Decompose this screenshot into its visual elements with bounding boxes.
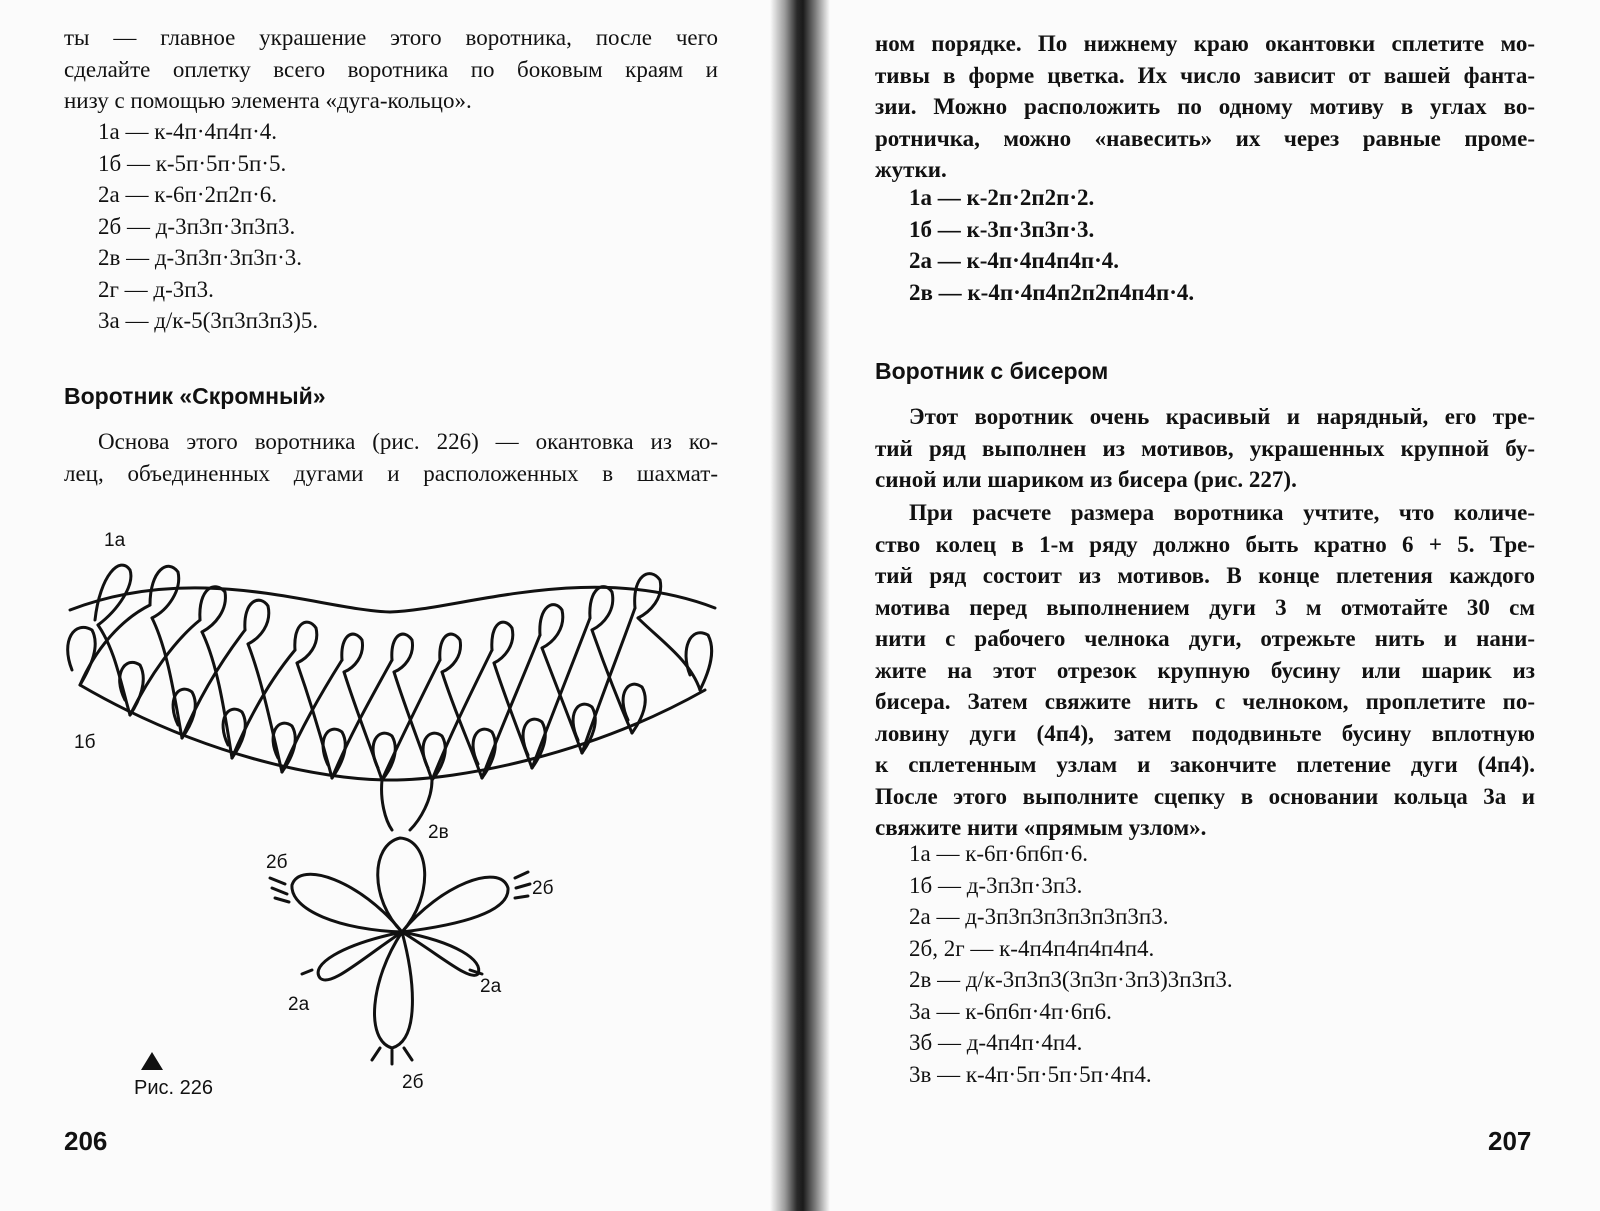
ring-1a: [342, 634, 363, 672]
text-line: ство колец в 1-м ряду должно быть кратно 6 + 5. Тре-: [875, 531, 1535, 557]
figure-label-2v: 2в: [428, 822, 449, 843]
ring-1a: [635, 574, 661, 618]
ring-2a: [402, 932, 479, 975]
left-paragraph-top: [64, 22, 718, 117]
triangle-up-icon: [141, 1052, 163, 1070]
text-line: ротничка, можно «навесить» их через равные проме-: [875, 125, 1535, 151]
ring-1b: [686, 633, 712, 690]
ring-1a: [95, 565, 131, 625]
text-line: нити с рабочего челнока дуги, отрежьте нить и нани-: [875, 626, 1535, 651]
page-number-right: 207: [1488, 1126, 1532, 1156]
ring-1a: [200, 587, 226, 632]
pattern-row: 1б — д-3п3п·3п3.: [909, 872, 1083, 898]
page-number-left: 206: [64, 1126, 108, 1156]
figure-label-2b-bottom: 2б: [402, 1072, 424, 1093]
pattern-row: 3а — д/к-5(3п3п3п3)5.: [98, 308, 319, 333]
pattern-row: 3а — к-6п6п·4п·6п6.: [909, 998, 1112, 1024]
figure-caption: Рис. 226: [134, 1077, 213, 1099]
pattern-row: 3в — к-4п·5п·5п·5п·4п4.: [909, 1061, 1152, 1087]
section-heading-skromny: Воротник «Скромный»: [64, 383, 326, 409]
text-line: ловину дуги (4п4), затем пододвиньте бусину вплотную: [875, 720, 1535, 746]
ring-2b: [375, 932, 413, 1048]
pattern-row: 1а — к-2п·2п2п·2.: [909, 185, 1095, 210]
pattern-row: 2а — д-3п3п3п3п3п3п3п3.: [909, 904, 1169, 929]
pattern-row: 2а — к-4п·4п4п4п·4.: [909, 248, 1120, 273]
ring-1a: [492, 622, 513, 663]
text-line: Основа этого воротника (рис. 226) — окантовка из ко-: [98, 429, 718, 454]
figure-label-2b-left: 2б: [266, 852, 288, 873]
collar-diagram-figure-226: [0, 500, 790, 1140]
pattern-row: 1а — к-6п·6п6п·6.: [909, 841, 1089, 866]
pattern-row: 2в — д/к-3п3п3(3п3п·3п3)3п3п3.: [909, 967, 1233, 992]
ring-1a: [150, 566, 179, 618]
right-page: [808, 0, 1600, 1211]
text-line: лец, объединенных дугами и расположенных в шахмат-: [64, 460, 718, 486]
pattern-row: 1а — к-4п·4п4п·4.: [98, 119, 278, 144]
figure-label-1a: 1а: [104, 530, 126, 551]
ring-1a: [540, 605, 563, 648]
right-paragraph-2: [875, 497, 1535, 844]
ring-2v: [378, 838, 425, 932]
text-line: свяжите нити «прямым узлом».: [875, 815, 1207, 840]
figure-label-2b-right: 2б: [532, 878, 554, 899]
right-paragraph-top: [875, 28, 1535, 186]
pattern-row: 2г — д-3п3.: [98, 276, 214, 302]
ring-1a: [392, 634, 413, 672]
text-line: к сплетенным узлам и закончите плетение дуги (4п4).: [875, 752, 1535, 777]
pattern-row: 2в — к-4п·4п4п2п2п4п4п·4.: [909, 279, 1195, 305]
text-line: низу с помощью элемента «дуга-кольцо».: [64, 88, 472, 113]
pattern-row: 2б — д-3п3п·3п3п3.: [98, 213, 296, 239]
text-line: тий ряд выполнен из мотивов, украшенных крупной бу-: [875, 435, 1535, 461]
pattern-row: 1б — к-5п·5п·5п·5.: [98, 150, 287, 176]
text-line: При расчете размера воротника учтите, что количе-: [909, 500, 1535, 525]
right-pattern-rows-top: [875, 182, 1535, 308]
section-heading-biser: Воротник с бисером: [875, 358, 1109, 384]
figure-label-2a-right: 2а: [480, 976, 502, 997]
text-line: жите на этот отрезок крупную бусину или шарик из: [875, 657, 1535, 683]
ring-2b: [292, 874, 402, 932]
left-paragraph-bottom: [64, 426, 718, 489]
ring-1a: [440, 634, 461, 672]
text-line: тивы в форме цветка. Их число зависит от вашей фанта-: [875, 62, 1535, 88]
text-line: мотива перед выполнением дуги 3 м отмотайте 30 см: [875, 594, 1535, 620]
figure-label-1b: 1б: [74, 732, 96, 753]
pattern-row: 3б — д-4п4п·4п4.: [909, 1030, 1083, 1055]
ring-1a: [590, 587, 613, 630]
text-line: ты — главное украшение этого воротника, после чего: [64, 25, 718, 50]
text-line: После этого выполните сцепку в основании кольца 3а и: [875, 783, 1535, 809]
text-line: бисера. Затем свяжите нить с челноком, проплетите по-: [875, 689, 1535, 714]
text-line: Этот воротник очень красивый и нарядный, его тре-: [909, 404, 1535, 429]
text-line: тий ряд состоит из мотивов. В конце плетения каждого: [875, 563, 1535, 588]
text-line: синой или шариком из бисера (рис. 227).: [875, 467, 1297, 492]
pattern-row: 2в — д-3п3п·3п3п·3.: [98, 245, 303, 270]
text-line: ном порядке. По нижнему краю окантовки сплетите мо-: [875, 31, 1535, 56]
right-paragraph-1: [875, 401, 1535, 496]
ring-1a: [245, 600, 269, 644]
left-page: [0, 0, 790, 1211]
left-pattern-rows: [64, 116, 718, 337]
figure-label-2a-left: 2а: [288, 994, 310, 1015]
text-line: зии. Можно расположить по одному мотиву в углах во-: [875, 94, 1535, 119]
text-line: жутки.: [875, 157, 947, 182]
ring-1b: [68, 627, 96, 685]
pattern-row: 2а — к-6п·2п2п·6.: [98, 182, 278, 207]
book-gutter-shadow: [770, 0, 830, 1211]
text-line: сделайте оплетку всего воротника по боковым краям и: [64, 56, 718, 82]
right-pattern-rows-bottom: [875, 838, 1535, 1090]
ring-1a: [295, 622, 317, 663]
pattern-row: 2б, 2г — к-4п4п4п4п4п4.: [909, 935, 1155, 961]
pattern-row: 1б — к-3п·3п3п·3.: [909, 216, 1095, 242]
